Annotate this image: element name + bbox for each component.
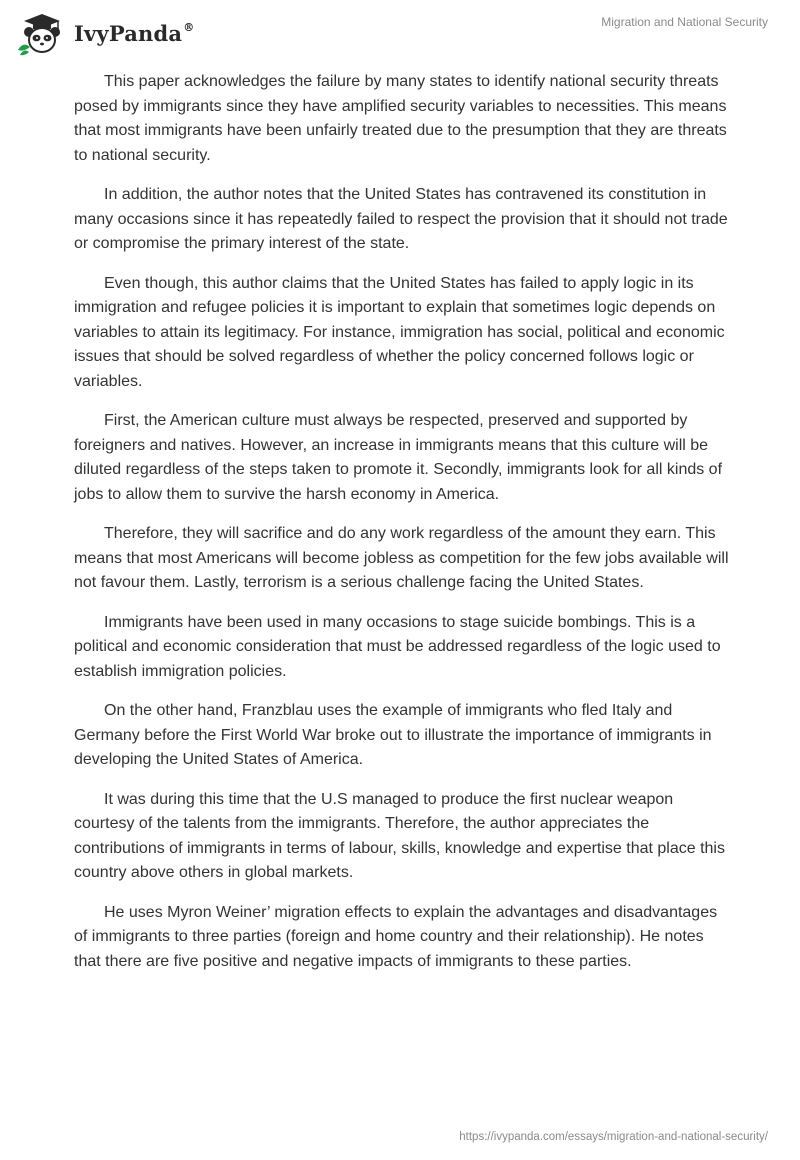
essay-body: [74, 70, 734, 989]
document-title: Migration and National Security: [601, 15, 768, 29]
paragraph: In addition, the author notes that the United States has contravened its constitution in many occasions since it has repeatedly failed to respect the provision that it should not trade or compromise the primary interest of the state.: [74, 186, 728, 252]
registered-mark: ®: [183, 20, 195, 34]
source-url[interactable]: https://ivypanda.com/essays/migration-and-national-security/: [459, 1131, 768, 1143]
page-header: [0, 0, 800, 70]
paragraph: He uses Myron Weiner’ migration effects to explain the advantages and disadvantages of immigrants to three parties (foreign and home country and their relationship). He notes that there are five positive and negative impacts of immigrants to these parties.: [74, 903, 718, 970]
paragraph: This paper acknowledges the failure by many states to identify national security threats posed by immigrants since they have amplified security variables to necessities. This means that most immigrants have been unfairly treated due to the presumption that they are threats to national security.: [74, 73, 727, 164]
paragraph: Even though, this author claims that the United States has failed to apply logic in its immigration and refugee policies it is important to explain that sometimes logic depends on variables to attain its legitimacy. For instance, immigration has social, political and economic issues that should be solved regardless of whether the policy concerned follows logic or variables.: [74, 274, 725, 390]
paragraph: Immigrants have been used in many occasions to stage suicide bombings. This is a political and economic consideration that must be addressed regardless of the logic used to establish immigration policies.: [74, 613, 721, 680]
panda-graduate-icon: [14, 10, 70, 56]
brand-logo[interactable]: [14, 8, 194, 58]
paragraph: Therefore, they will sacrifice and do any work regardless of the amount they earn. This means that most Americans will become jobless as competition for the few jobs available will not favour them. Lastly, terrorism is a serious challenge facing the United States.: [74, 525, 729, 591]
paragraph: On the other hand, Franzblau uses the example of immigrants who fled Italy and Germany before the First World War broke out to illustrate the importance of immigrants in developing the United States of America.: [74, 702, 712, 768]
paragraph: It was during this time that the U.S managed to produce the first nuclear weapon courtesy of the talents from the immigrants. Therefore, the author appreciates the contributions of immigrants in terms of labour, skills, knowledge and expertise that place this country above others in global markets.: [74, 790, 725, 881]
paragraph: First, the American culture must always be respected, preserved and supported by foreigners and natives. However, an increase in immigrants means that this culture will be diluted regardless of the steps taken to promote it. Secondly, immigrants look for all kinds of jobs to allow them to survive the harsh economy in America.: [74, 412, 723, 503]
brand-name: IvyPanda®: [74, 20, 195, 46]
